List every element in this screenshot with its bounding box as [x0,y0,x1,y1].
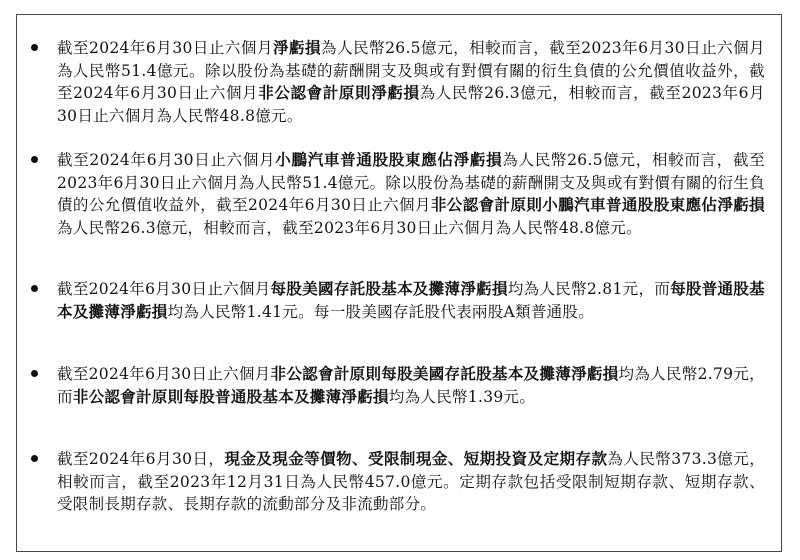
text-span: 截至2024年6月30日止六個月 [57,151,276,169]
bold-term: 淨虧損 [272,38,322,57]
text-span: 均為人民幣2.79元，而 [57,365,765,406]
bullet-icon [31,44,38,51]
paragraph-per-share-loss [57,278,765,323]
text-span: 為人民幣26.3億元，相較而言，截至2023年6月30日止六個月為人民幣48.8億元。 [57,218,642,237]
bold-term: 每股普通股基本及攤薄淨虧損 [57,279,765,321]
bold-term: 非公認會計原則每股美國存託股基本及攤薄淨虧損 [270,364,619,383]
paragraph-non-gaap-per-share [57,363,765,408]
bullet-icon [31,370,38,377]
document-frame [16,14,782,552]
bold-term: 非公認會計原則小鵬汽車普通股股東應佔淨虧損 [430,195,765,214]
bold-term: 小鵬汽車普通股股東應佔淨虧損 [275,150,503,169]
text-span: 截至2024年6月30日止六個月 [57,365,271,383]
paragraph-net-loss [57,37,765,127]
text-span: 截至2024年6月30日， [57,450,225,468]
text-span: 均為人民幣1.39元。 [388,387,536,406]
text-span: 為人民幣26.5億元，相較而言，截至2023年6月30日止六個月為人民幣51.4億元。除以股份為基礎的薪酬開支及與或有對價有關的衍生負債的公允價值收益外，截至2024年6月30日止六個月 [57,39,765,102]
bold-term: 非公認會計原則淨虧損 [258,83,420,102]
text-span: 均為人民幣2.81元，而 [507,280,671,298]
bullet-icon [31,455,38,462]
bullet-icon [31,285,38,292]
bold-term: 非公認會計原則每股普通股基本及攤薄淨虧損 [72,386,389,406]
paragraph-cash [57,448,765,516]
text-span: 均為人民幣1.41元。每一股美國存託股代表兩股A類普通股。 [167,302,595,321]
bold-term: 每股美國存託股基本及攤薄淨虧損 [270,279,508,298]
text-span: 截至2024年6月30日止六個月 [57,39,273,57]
text-span: 為人民幣26.5億元，相較而言，截至2023年6月30日止六個月為人民幣51.4億元。除以股份為基礎的薪酬開支及與或有對價有關的衍生負債的公允價值收益外，截至2024年6月30日止六個月 [57,151,765,214]
paragraph-shareholder-loss [57,149,765,239]
bold-term: 現金及現金等價物、受限制現金、短期投資及定期存款 [224,449,608,468]
text-span: 為人民幣26.3億元，相較而言，截至2023年6月30日止六個月為人民幣48.8億元。 [57,84,765,125]
text-span: 截至2024年6月30日止六個月 [57,280,271,298]
text-span: 為人民幣373.3億元，相較而言，截至2023年12月31日為人民幣457.0億元。定期存款包括受限制短期存款、短期存款、受限制長期存款、長期存款的流動部分及非流動部分。 [57,450,765,513]
bullet-icon [31,156,38,163]
